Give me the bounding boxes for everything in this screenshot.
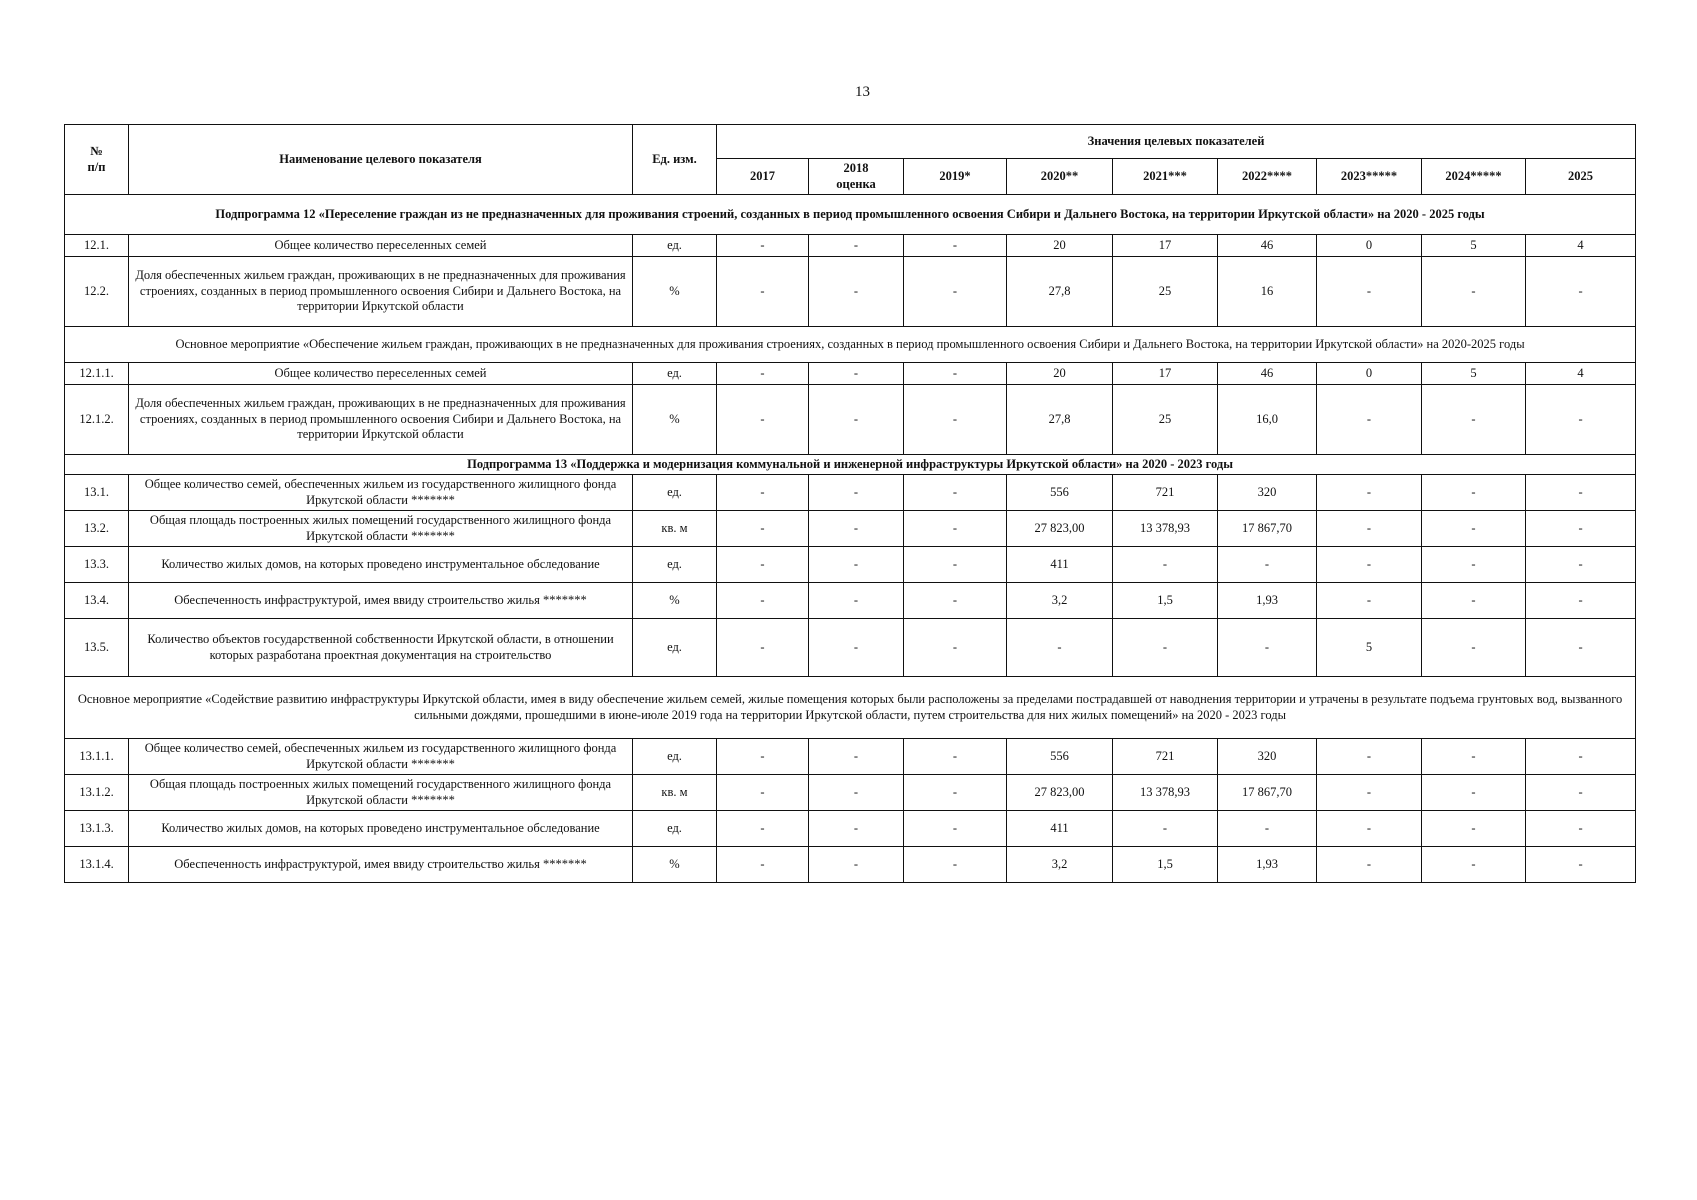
table-row xyxy=(65,235,1636,257)
value-cell: - xyxy=(1526,511,1636,547)
year-header: 2022**** xyxy=(1218,159,1317,195)
value-cell: - xyxy=(1526,257,1636,327)
value-cell: - xyxy=(1526,775,1636,811)
value-cell: 13 378,93 xyxy=(1113,511,1218,547)
value-cell: - xyxy=(717,511,809,547)
value-cell: - xyxy=(1526,475,1636,511)
value-cell: - xyxy=(809,385,904,455)
activity-title: Основное мероприятие «Обеспечение жильем граждан, проживающих в не предназначенных для проживания строениях, созданных в период промышленного освоения Сибири и Дальнего Востока, на территории Иркутской области» на 2020-2025 годы xyxy=(65,327,1636,363)
row-number: 13.4. xyxy=(65,583,129,619)
value-cell: - xyxy=(1317,775,1422,811)
unit-cell: % xyxy=(633,583,717,619)
value-cell: 556 xyxy=(1007,739,1113,775)
unit-cell: % xyxy=(633,257,717,327)
value-cell: - xyxy=(1317,475,1422,511)
indicator-name: Общая площадь построенных жилых помещений государственного жилищного фонда Иркутской области ******* xyxy=(129,511,633,547)
unit-cell: ед. xyxy=(633,739,717,775)
value-cell: - xyxy=(904,547,1007,583)
value-cell: - xyxy=(717,235,809,257)
header-row-1 xyxy=(65,125,1636,159)
value-cell: - xyxy=(717,475,809,511)
value-cell: - xyxy=(1218,811,1317,847)
activity-title: Основное мероприятие «Содействие развитию инфраструктуры Иркутской области, имея в виду обеспечение жильем семей, жилые помещения которых были расположены за пределами пострадавшей от наводнения территории и утрачены в результате подъема грунтовых вод, вызванного сильными дождями, прошедшими в июне-июле 2019 года на территории Иркутской области, путем строительства для них жилых помещений» на 2020 - 2023 годы xyxy=(65,677,1636,739)
indicator-name: Обеспеченность инфраструктурой, имея ввиду строительство жилья ******* xyxy=(129,847,633,883)
value-cell: - xyxy=(904,235,1007,257)
value-cell: 411 xyxy=(1007,547,1113,583)
table-row xyxy=(65,811,1636,847)
year-header: 2018 оценка xyxy=(809,159,904,195)
unit-cell: % xyxy=(633,847,717,883)
value-cell: - xyxy=(1317,739,1422,775)
value-cell: - xyxy=(1526,739,1636,775)
indicator-name: Количество жилых домов, на которых проведено инструментальное обследование xyxy=(129,811,633,847)
value-cell: - xyxy=(1007,619,1113,677)
year-header: 2017 xyxy=(717,159,809,195)
unit-cell: ед. xyxy=(633,811,717,847)
year-header: 2020** xyxy=(1007,159,1113,195)
value-cell: - xyxy=(1526,847,1636,883)
value-cell: 4 xyxy=(1526,363,1636,385)
indicator-name: Количество объектов государственной собственности Иркутской области, в отношении которых разработана проектная документация на строительство xyxy=(129,619,633,677)
value-cell: - xyxy=(1317,257,1422,327)
subprogram-title: Подпрограмма 12 «Переселение граждан из не предназначенных для проживания строений, созданных в период промышленного освоения Сибири и Дальнего Востока, на территории Иркутской области» на 2020 - 2025 годы xyxy=(65,195,1636,235)
table-row xyxy=(65,619,1636,677)
value-cell: - xyxy=(809,583,904,619)
unit-cell: ед. xyxy=(633,363,717,385)
value-cell: - xyxy=(1317,583,1422,619)
value-cell: - xyxy=(1317,547,1422,583)
activity-row xyxy=(65,327,1636,363)
table-row xyxy=(65,511,1636,547)
value-cell: - xyxy=(1113,619,1218,677)
indicator-name: Общее количество переселенных семей xyxy=(129,235,633,257)
value-cell: - xyxy=(1113,547,1218,583)
row-number: 12.1. xyxy=(65,235,129,257)
subprogram-title: Подпрограмма 13 «Поддержка и модернизация коммунальной и инженерной инфраструктуры Иркутской области» на 2020 - 2023 годы xyxy=(65,455,1636,475)
year-header: 2025 xyxy=(1526,159,1636,195)
value-cell: - xyxy=(717,547,809,583)
row-number: 13.1.4. xyxy=(65,847,129,883)
value-cell: 27 823,00 xyxy=(1007,511,1113,547)
value-cell: 17 867,70 xyxy=(1218,511,1317,547)
value-cell: 17 xyxy=(1113,235,1218,257)
value-cell: - xyxy=(717,775,809,811)
value-cell: - xyxy=(717,619,809,677)
value-cell: - xyxy=(809,847,904,883)
value-cell: 1,5 xyxy=(1113,583,1218,619)
value-cell: - xyxy=(904,363,1007,385)
indicator-name: Доля обеспеченных жильем граждан, проживающих в не предназначенных для проживания строениях, созданных в период промышленного освоения Сибири и Дальнего Востока, на территории Иркутской области xyxy=(129,257,633,327)
unit-cell: кв. м xyxy=(633,511,717,547)
value-cell: - xyxy=(904,619,1007,677)
value-cell: 556 xyxy=(1007,475,1113,511)
row-number: 13.2. xyxy=(65,511,129,547)
year-header: 2023***** xyxy=(1317,159,1422,195)
unit-cell: ед. xyxy=(633,235,717,257)
value-cell: 320 xyxy=(1218,739,1317,775)
row-number: 13.1.3. xyxy=(65,811,129,847)
row-number: 12.1.1. xyxy=(65,363,129,385)
value-cell: - xyxy=(1422,847,1526,883)
row-number: 13.3. xyxy=(65,547,129,583)
value-cell: 46 xyxy=(1218,363,1317,385)
row-number: 12.1.2. xyxy=(65,385,129,455)
value-cell: 1,93 xyxy=(1218,583,1317,619)
unit-cell: кв. м xyxy=(633,775,717,811)
value-cell: 17 867,70 xyxy=(1218,775,1317,811)
value-cell: - xyxy=(1422,739,1526,775)
header-name: Наименование целевого показателя xyxy=(129,125,633,195)
indicator-name: Общая площадь построенных жилых помещений государственного жилищного фонда Иркутской области ******* xyxy=(129,775,633,811)
value-cell: 5 xyxy=(1317,619,1422,677)
row-number: 12.2. xyxy=(65,257,129,327)
indicator-name: Общее количество семей, обеспеченных жильем из государственного жилищного фонда Иркутской области ******* xyxy=(129,475,633,511)
value-cell: - xyxy=(717,363,809,385)
value-cell: - xyxy=(809,547,904,583)
value-cell: - xyxy=(904,775,1007,811)
value-cell: 3,2 xyxy=(1007,583,1113,619)
header-unit: Ед. изм. xyxy=(633,125,717,195)
value-cell: - xyxy=(904,739,1007,775)
value-cell: 20 xyxy=(1007,235,1113,257)
value-cell: - xyxy=(1526,385,1636,455)
table-row xyxy=(65,475,1636,511)
indicator-name: Общее количество переселенных семей xyxy=(129,363,633,385)
value-cell: - xyxy=(717,385,809,455)
page-number: 13 xyxy=(855,84,870,100)
value-cell: 1,93 xyxy=(1218,847,1317,883)
value-cell: - xyxy=(809,619,904,677)
value-cell: 5 xyxy=(1422,235,1526,257)
row-number: 13.5. xyxy=(65,619,129,677)
value-cell: - xyxy=(1526,583,1636,619)
value-cell: 27,8 xyxy=(1007,385,1113,455)
table-row xyxy=(65,847,1636,883)
value-cell: - xyxy=(1422,385,1526,455)
value-cell: - xyxy=(1526,619,1636,677)
value-cell: - xyxy=(1317,847,1422,883)
table-row xyxy=(65,257,1636,327)
value-cell: 27,8 xyxy=(1007,257,1113,327)
value-cell: - xyxy=(809,363,904,385)
value-cell: 0 xyxy=(1317,363,1422,385)
target-indicators-table xyxy=(64,124,1636,883)
row-number: 13.1.2. xyxy=(65,775,129,811)
value-cell: - xyxy=(1317,811,1422,847)
value-cell: 411 xyxy=(1007,811,1113,847)
value-cell: 320 xyxy=(1218,475,1317,511)
value-cell: 13 378,93 xyxy=(1113,775,1218,811)
year-header: 2021*** xyxy=(1113,159,1218,195)
value-cell: - xyxy=(1218,619,1317,677)
unit-cell: ед. xyxy=(633,547,717,583)
value-cell: - xyxy=(809,475,904,511)
unit-cell: ед. xyxy=(633,475,717,511)
table-row xyxy=(65,547,1636,583)
value-cell: 17 xyxy=(1113,363,1218,385)
value-cell: - xyxy=(1317,511,1422,547)
value-cell: - xyxy=(809,739,904,775)
value-cell: - xyxy=(1422,511,1526,547)
value-cell: - xyxy=(904,583,1007,619)
value-cell: 3,2 xyxy=(1007,847,1113,883)
row-number: 13.1.1. xyxy=(65,739,129,775)
indicator-name: Доля обеспеченных жильем граждан, проживающих в не предназначенных для проживания строениях, созданных в период промышленного освоения Сибири и Дальнего Востока, на территории Иркутской области xyxy=(129,385,633,455)
value-cell: - xyxy=(717,583,809,619)
value-cell: - xyxy=(809,775,904,811)
value-cell: - xyxy=(1422,547,1526,583)
indicator-name: Количество жилых домов, на которых проведено инструментальное обследование xyxy=(129,547,633,583)
value-cell: 16 xyxy=(1218,257,1317,327)
value-cell: 721 xyxy=(1113,475,1218,511)
value-cell: - xyxy=(717,257,809,327)
header-num: № п/п xyxy=(65,125,129,195)
value-cell: 0 xyxy=(1317,235,1422,257)
value-cell: - xyxy=(1526,811,1636,847)
value-cell: - xyxy=(904,811,1007,847)
value-cell: 4 xyxy=(1526,235,1636,257)
subprogram-row xyxy=(65,195,1636,235)
value-cell: 25 xyxy=(1113,257,1218,327)
value-cell: 25 xyxy=(1113,385,1218,455)
value-cell: - xyxy=(1422,257,1526,327)
table-row xyxy=(65,363,1636,385)
value-cell: - xyxy=(904,385,1007,455)
value-cell: - xyxy=(809,511,904,547)
subprogram-row xyxy=(65,455,1636,475)
value-cell: 20 xyxy=(1007,363,1113,385)
value-cell: - xyxy=(1526,547,1636,583)
row-number: 13.1. xyxy=(65,475,129,511)
value-cell: - xyxy=(1422,619,1526,677)
value-cell: 1,5 xyxy=(1113,847,1218,883)
table-row xyxy=(65,739,1636,775)
indicator-name: Обеспеченность инфраструктурой, имея ввиду строительство жилья ******* xyxy=(129,583,633,619)
value-cell: - xyxy=(809,811,904,847)
value-cell: - xyxy=(1422,775,1526,811)
value-cell: - xyxy=(1113,811,1218,847)
value-cell: 16,0 xyxy=(1218,385,1317,455)
value-cell: - xyxy=(717,811,809,847)
value-cell: - xyxy=(717,847,809,883)
table-row xyxy=(65,385,1636,455)
year-header: 2024***** xyxy=(1422,159,1526,195)
year-header: 2019* xyxy=(904,159,1007,195)
value-cell: - xyxy=(809,257,904,327)
value-cell: 721 xyxy=(1113,739,1218,775)
header-values-title: Значения целевых показателей xyxy=(717,125,1636,159)
unit-cell: ед. xyxy=(633,619,717,677)
activity-row xyxy=(65,677,1636,739)
value-cell: - xyxy=(1218,547,1317,583)
value-cell: - xyxy=(1422,475,1526,511)
value-cell: - xyxy=(1422,811,1526,847)
value-cell: - xyxy=(904,475,1007,511)
value-cell: 46 xyxy=(1218,235,1317,257)
indicator-name: Общее количество семей, обеспеченных жильем из государственного жилищного фонда Иркутской области ******* xyxy=(129,739,633,775)
unit-cell: % xyxy=(633,385,717,455)
value-cell: - xyxy=(1422,583,1526,619)
value-cell: - xyxy=(1317,385,1422,455)
table-row xyxy=(65,583,1636,619)
value-cell: - xyxy=(904,511,1007,547)
value-cell: - xyxy=(717,739,809,775)
table-row xyxy=(65,775,1636,811)
value-cell: - xyxy=(809,235,904,257)
value-cell: - xyxy=(904,847,1007,883)
value-cell: - xyxy=(904,257,1007,327)
value-cell: 27 823,00 xyxy=(1007,775,1113,811)
value-cell: 5 xyxy=(1422,363,1526,385)
